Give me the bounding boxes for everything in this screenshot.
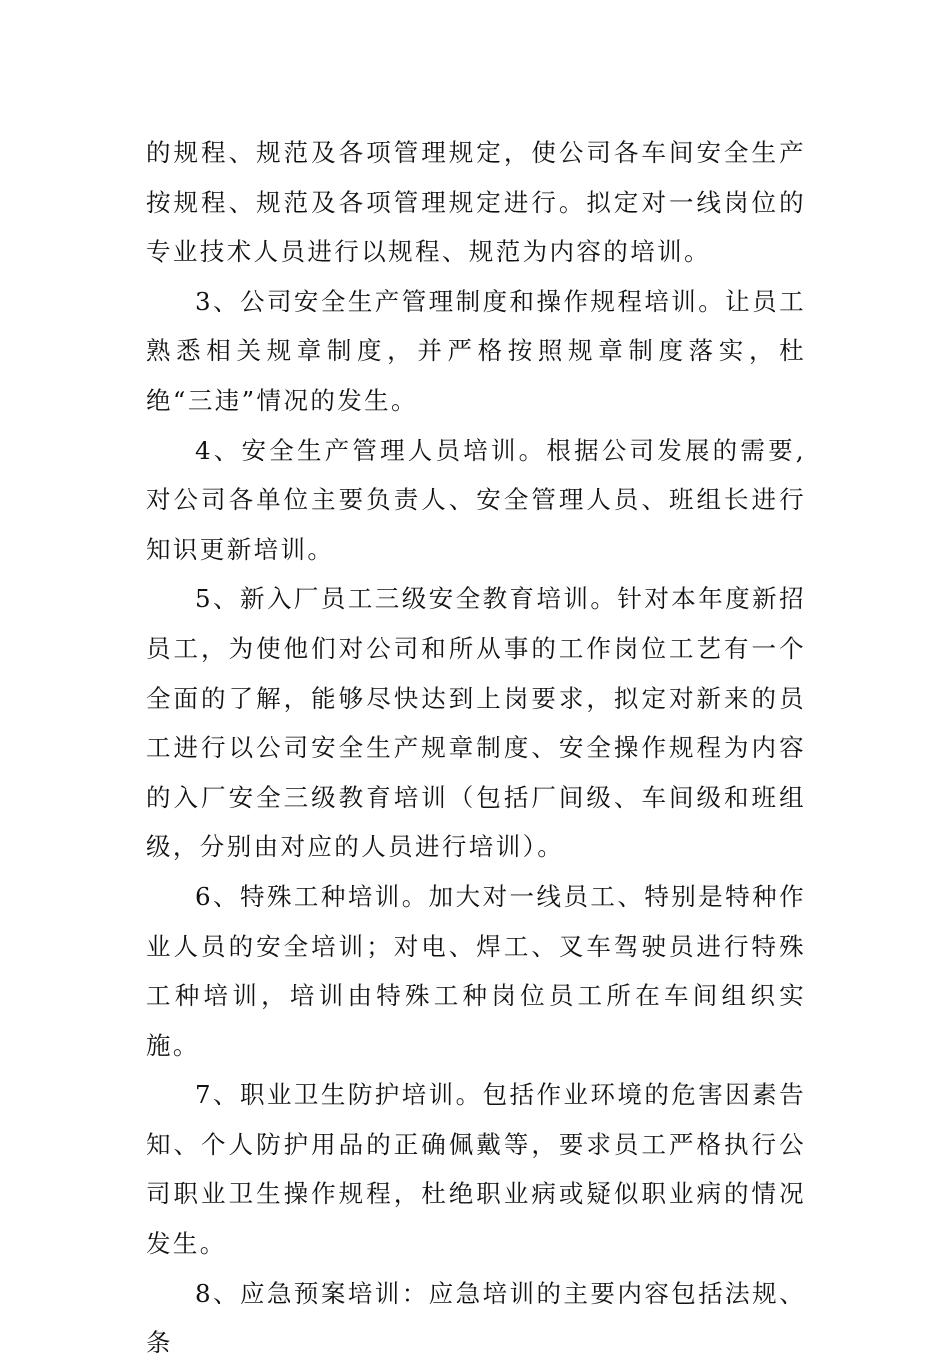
paragraph-6: 7、职业卫生防护培训。包括作业环境的危害因素告知、个人防护用品的正确佩戴等，要求员工严格执行公司职业卫生操作规程，杜绝职业病或疑似职业病的情况发生。 [146, 1080, 806, 1259]
paragraph-1: 的规程、规范及各项管理规定，使公司各车间安全生产按规程、规范及各项管理规定进行。拟定对一线岗位的专业技术人员进行以规程、规范为内容的培训。 [146, 138, 806, 267]
document-body [146, 128, 806, 1368]
paragraph-5: 6、特殊工种培训。加大对一线员工、特别是特种作业人员的安全培训；对电、焊工、叉车驾驶员进行特殊工种培训，培训由特殊工种岗位员工所在车间组织实施。 [146, 881, 806, 1060]
paragraph-7: 8、应急预案培训：应急培训的主要内容包括法规、条 [146, 1278, 806, 1358]
paragraph-4: 5、新入厂员工三级安全教育培训。针对本年度新招员工，为使他们对公司和所从事的工作岗位工艺有一个全面的了解，能够尽快达到上岗要求，拟定对新来的员工进行以公司安全生产规章制度、安全操作规程为内容的入厂安全三级教育培训（包括厂间级、车间级和班组级，分别由对应的人员进行培训）。 [146, 584, 806, 862]
paragraph-2: 3、公司安全生产管理制度和操作规程培训。让员工熟悉相关规章制度，并严格按照规章制度落实，杜绝“三违”情况的发生。 [146, 286, 806, 415]
paragraph-3: 4、安全生产管理人员培训。根据公司发展的需要,对公司各单位主要负责人、安全管理人员、班组长进行知识更新培训。 [146, 435, 806, 564]
